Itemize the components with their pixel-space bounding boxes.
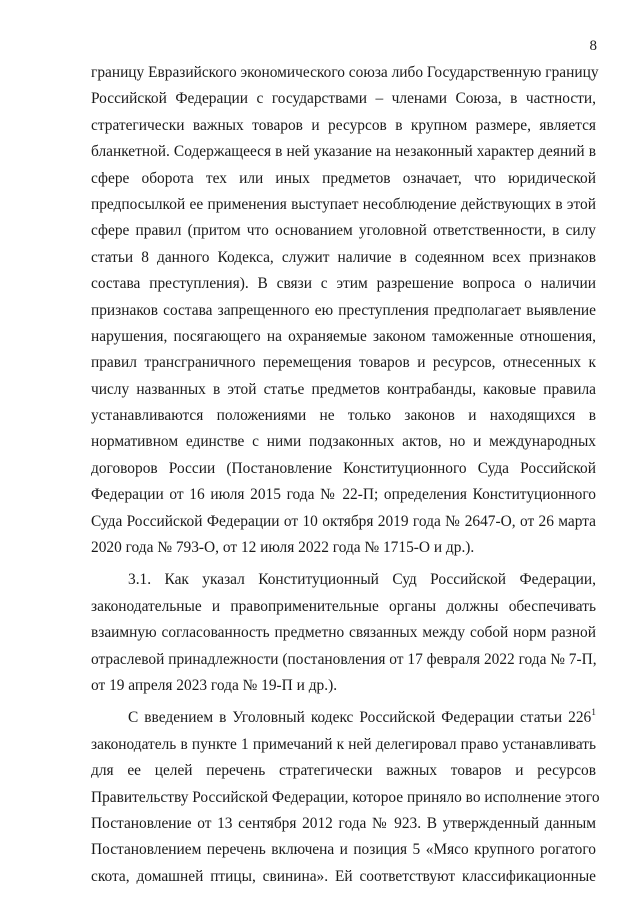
- line-text: отраслевой принадлежности (постановления от 17 февраля 2022 года № 7-П,: [91, 650, 597, 668]
- text-line: [91, 377, 596, 403]
- text-line: [91, 245, 596, 271]
- line-text: статьи 8 данного Кодекса, служит наличие в содеянном всех признаков: [91, 248, 596, 266]
- text-line: [91, 811, 596, 837]
- line-text: договоров России (Постановление Конституционного Суда Российской: [91, 459, 596, 477]
- text-line: [91, 535, 596, 561]
- text-line: [91, 482, 596, 508]
- line-text: Суда Российской Федерации от 10 октября 2019 года № 2647-О, от 26 марта: [91, 512, 596, 530]
- superscript: 1: [591, 708, 596, 719]
- line-text: стратегически важных товаров и ресурсов в крупном размере, является: [91, 116, 596, 134]
- line-text: скота, домашней птицы, свинина». Ей соответствуют классификационные: [91, 867, 596, 885]
- line-text: Российской Федерации с государствами – членами Союза, в частности,: [91, 90, 596, 108]
- text-line: [91, 456, 596, 482]
- text-line: [91, 567, 596, 593]
- line-text: состава преступления). В связи с этим разрешение вопроса о наличии: [91, 275, 596, 293]
- text-line: [91, 732, 596, 758]
- page-number: 8: [589, 38, 597, 54]
- text-line: [91, 139, 596, 165]
- text-line: [91, 758, 596, 784]
- text-line: [91, 324, 596, 350]
- text-line: [91, 403, 596, 429]
- line-text: 3.1. Как указал Конституционный Суд Российской Федерации,: [128, 571, 596, 589]
- text-line: [91, 60, 599, 86]
- paragraph: [91, 567, 596, 699]
- line-text: сфере правил (притом что основанием уголовной ответственности, в силу: [91, 222, 596, 240]
- text-line: [91, 298, 596, 324]
- line-text: числу названных в этой статье предметов контрабанды, каковые правила: [91, 380, 596, 398]
- line-text: С введением в Уголовный кодекс Российской Федерации статьи 226: [128, 709, 592, 727]
- line-text: нормативном единстве с ними подзаконных актов, но и международных: [91, 433, 596, 451]
- line-text: Постановление от 13 сентября 2012 года № 923. В утвержденный данным: [91, 814, 596, 832]
- line-text: Постановлением перечень включена и позиция 5 «Мясо крупного рогатого: [91, 841, 596, 859]
- paragraph: [91, 705, 600, 890]
- text-line: [91, 218, 596, 244]
- line-text: Федерации от 16 июля 2015 года № 22-П; определения Конституционного: [91, 486, 596, 504]
- line-text: 2020 года № 793-О, от 12 июля 2022 года № 1715-О и др.).: [91, 539, 475, 557]
- line-text: признаков состава запрещенного ею преступления предполагает выявление: [91, 301, 596, 319]
- text-line: [91, 785, 600, 811]
- text-line: [91, 113, 596, 139]
- line-text: сфере оборота тех или иных предметов означает, что юридической: [91, 169, 596, 187]
- text-line: [91, 647, 596, 673]
- line-text: для ее целей перечень стратегически важных товаров и ресурсов: [91, 762, 596, 780]
- text-line: [91, 620, 596, 646]
- text-line: [91, 429, 596, 455]
- paragraph: [91, 60, 599, 561]
- line-text: правил трансграничного перемещения товаров и ресурсов, отнесенных к: [91, 354, 596, 372]
- line-text: бланкетной. Содержащееся в ней указание на незаконный характер деяний в: [91, 143, 596, 161]
- text-line: [91, 271, 596, 297]
- line-text: законодательные и правоприменительные органы должны обеспечивать: [91, 597, 596, 615]
- line-text: устанавливаются положениями не только законов и находящихся в: [91, 407, 596, 425]
- line-text: законодатель в пункте 1 примечаний к ней делегировал право устанавливать: [91, 735, 596, 753]
- text-line: [91, 86, 596, 112]
- line-text: границу Евразийского экономического союза либо Государственную границу: [91, 64, 599, 81]
- text-line: [91, 705, 596, 731]
- text-line: [91, 673, 596, 699]
- line-text: Правительству Российской Федерации, которое приняло во исполнение этого: [91, 788, 600, 806]
- text-line: [91, 594, 596, 620]
- text-line: [91, 350, 596, 376]
- line-text: нарушения, посягающего на охраняемые законом таможенные отношения,: [91, 327, 596, 345]
- text-line: [91, 509, 596, 535]
- line-text: от 19 апреля 2023 года № 19-П и др.).: [91, 676, 338, 694]
- text-line: [91, 864, 596, 890]
- text-line: [91, 166, 596, 192]
- document-body: [91, 60, 600, 890]
- text-line: [91, 837, 596, 863]
- line-text: предпосылкой ее применения выступает несоблюдение действующих в этой: [91, 195, 596, 213]
- text-line: [91, 192, 596, 218]
- line-text: взаимную согласованность предметно связанных между собой норм разной: [91, 624, 596, 642]
